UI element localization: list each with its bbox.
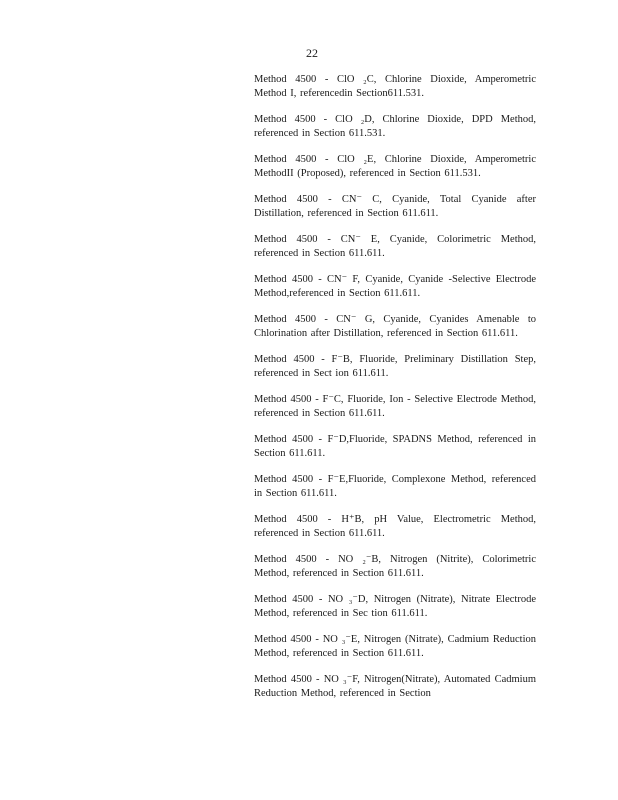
method-entry: Method 4500 - CN⁻ C, Cyanide, Total Cyanide after Distillation, referenced in Section 611.611. xyxy=(254,194,536,219)
method-entry: Method 4500 - ClO ₂C, Chlorine Dioxide, Amperometric Method I, referencedin Section611.531. xyxy=(254,74,536,99)
method-entry: Method 4500 - F⁻C, Fluoride, Ion - Selective Electrode Method, referenced in Section 611.611. xyxy=(254,394,536,419)
method-entry: Method 4500 - NO ₂⁻B, Nitrogen (Nitrite), Colorimetric Method, referenced in Section 611.611. xyxy=(254,554,536,579)
method-entry: Method 4500 - F⁻D,Fluoride, SPADNS Method, referenced in Section 611.611. xyxy=(254,434,536,459)
method-entry: Method 4500 - F⁻B, Fluoride, Preliminary Distillation Step, referenced in Sect ion 611.611. xyxy=(254,354,536,379)
method-entry: Method 4500 - F⁻E,Fluoride, Complexone Method, referenced in Section 611.611. xyxy=(254,474,536,499)
method-entry: Method 4500 - ClO ₂E, Chlorine Dioxide, Amperometric MethodII (Proposed), referenced in Section 611.531. xyxy=(254,154,536,179)
method-entry: Method 4500 - H⁺B, pH Value, Electrometric Method, referenced in Section 611.611. xyxy=(254,514,536,539)
method-entry: Method 4500 - NO ₃⁻F, Nitrogen(Nitrate), Automated Cadmium Reduction Method, referenced in Section xyxy=(254,674,536,699)
page-number: 22 xyxy=(306,46,318,60)
method-entry: Method 4500 - ClO ₂D, Chlorine Dioxide, DPD Method, referenced in Section 611.531. xyxy=(254,114,536,139)
method-entry: Method 4500 - CN⁻ F, Cyanide, Cyanide -Selective Electrode Method,referenced in Section 611.611. xyxy=(254,274,536,299)
method-reference-list xyxy=(254,73,536,713)
method-entry: Method 4500 - NO ₃⁻E, Nitrogen (Nitrate), Cadmium Reduction Method, referenced in Section 611.611. xyxy=(254,634,536,659)
method-entry: Method 4500 - CN⁻ E, Cyanide, Colorimetric Method, referenced in Section 611.611. xyxy=(254,234,536,259)
method-entry: Method 4500 - CN⁻ G, Cyanide, Cyanides Amenable to Chlorination after Distillation, referenced in Section 611.611. xyxy=(254,314,536,339)
method-entry: Method 4500 - NO ₃⁻D, Nitrogen (Nitrate), Nitrate Electrode Method, referenced in Sec tion 611.611. xyxy=(254,594,536,619)
